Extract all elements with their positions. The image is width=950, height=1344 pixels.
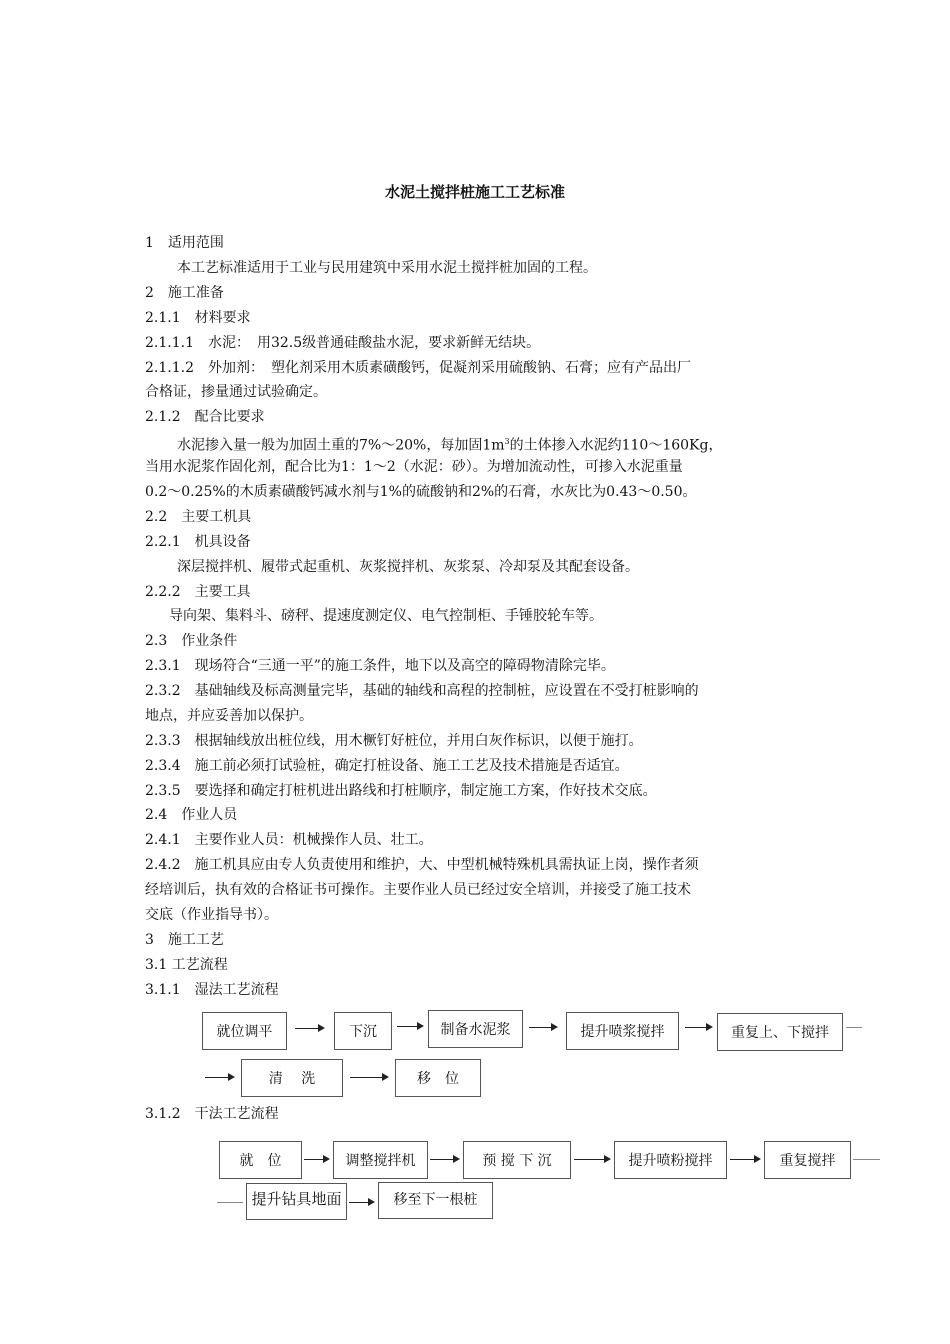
- flow-arrow: [529, 1027, 556, 1028]
- paragraph: 2.3.4 施工前必须打试验桩，确定打桩设备、施工工艺及技术措施是否适宜。: [145, 758, 629, 774]
- subsection-heading: 2.2.2 主要工具: [145, 584, 251, 600]
- section-heading: 3 施工工艺: [145, 932, 224, 948]
- subsection-heading: 2.1.2 配合比要求: [145, 409, 265, 425]
- section-heading: 2.2 主要工机具: [145, 509, 252, 525]
- paragraph: 2.4.1 主要作业人员：机械操作人员、壮工。: [145, 832, 433, 848]
- flow-step: 重复上、下搅拌: [717, 1013, 843, 1051]
- section-heading: 2.3 作业条件: [145, 633, 238, 649]
- flow-step: 移 位: [395, 1059, 481, 1097]
- flow-connector: [853, 1159, 880, 1160]
- flow-step: 制备水泥浆: [428, 1010, 523, 1048]
- paragraph: 2.3.3 根据轴线放出桩位线，用木橛钉好桩位，并用白灰作标识，以便于施打。: [145, 733, 643, 749]
- subsection-heading: 2.1.1 材料要求: [145, 310, 251, 326]
- flow-step: 清 洗: [241, 1059, 343, 1097]
- paragraph: 2.3.5 要选择和确定打桩机进出路线和打桩顺序，制定施工方案，作好技术交底。: [145, 783, 657, 799]
- flow-step: 就位调平: [202, 1012, 287, 1050]
- flow-step: 提升钻具地面: [246, 1183, 347, 1220]
- flow-step: 移至下一根桩: [378, 1182, 493, 1219]
- paragraph: 深层搅拌机、履带式起重机、灰浆搅拌机、灰浆泵、冷却泵及其配套设备。: [177, 559, 639, 575]
- flow-step: 提升喷粉搅拌: [614, 1141, 727, 1179]
- flow-connector: [846, 1027, 862, 1028]
- subsection-heading: 3.1.1 湿法工艺流程: [145, 982, 279, 998]
- flow-step: 重复搅拌: [764, 1141, 851, 1179]
- subsection-heading: 2.2.1 机具设备: [145, 534, 251, 550]
- flow-arrow: [397, 1026, 422, 1027]
- section-heading: 2 施工准备: [145, 285, 224, 301]
- flow-arrow: [350, 1077, 387, 1078]
- paragraph: 导向架、集料斗、磅秤、提速度测定仪、电气控制柜、手锤胶轮车等。: [169, 608, 603, 624]
- paragraph: 2.4.2 施工机具应由专人负责使用和维护，大、中型机械特殊机具需执证上岗，操作者须: [145, 857, 699, 873]
- paragraph: 2.3.2 基础轴线及标高测量完毕，基础的轴线和高程的控制桩，应设置在不受打桩影响的: [145, 683, 699, 699]
- paragraph: 2.1.1.2 外加剂： 塑化剂采用木质素磺酸钙，促凝剂采用硫酸钠、石膏；应有产品出厂: [145, 360, 691, 376]
- paragraph: 交底（作业指导书）。: [145, 907, 278, 923]
- subsection-heading: 3.1.2 干法工艺流程: [145, 1106, 279, 1122]
- flow-arrow: [430, 1159, 458, 1160]
- flow-arrow: [574, 1159, 609, 1160]
- flow-step: 就 位: [219, 1141, 302, 1179]
- paragraph: 0.2～0.25%的木质素磺酸钙减水剂与1%的硫酸钠和2%的石膏，水灰比为0.43～0.50。: [145, 484, 697, 500]
- superscript: 3: [504, 437, 510, 446]
- flow-step: 下沉: [334, 1012, 392, 1050]
- paragraph: [177, 433, 722, 455]
- paragraph: 2.3.1 现场符合“三通一平”的施工条件，地下以及高空的障碍物清除完毕。: [145, 658, 615, 674]
- paragraph: 2.1.1.1 水泥： 用32.5级普通硅酸盐水泥，要求新鲜无结块。: [145, 335, 541, 351]
- flow-arrow: [295, 1028, 323, 1029]
- paragraph-text: 水泥掺入量一般为加固土重的7%～20%，每加固1m: [177, 437, 505, 454]
- flow-arrow: [685, 1027, 711, 1028]
- section-heading: 2.4 作业人员: [145, 807, 238, 823]
- flow-arrow: [349, 1202, 373, 1203]
- paragraph: 地点，并应妥善加以保护。: [145, 708, 313, 724]
- paragraph: 合格证，掺量通过试验确定。: [145, 384, 327, 400]
- paragraph: 经培训后，执有效的合格证书可操作。主要作业人员已经过安全培训，并接受了施工技术: [145, 882, 691, 898]
- flow-step: 预 搅 下 沉: [463, 1141, 571, 1179]
- paragraph: 当用水泥浆作固化剂，配合比为1：1～2（水泥：砂）。为增加流动性，可掺入水泥重量: [145, 459, 683, 475]
- flow-arrow: [205, 1077, 233, 1078]
- document-title: 水泥土搅拌桩施工工艺标准: [384, 183, 565, 201]
- subsection-heading: 3.1 工艺流程: [145, 957, 228, 973]
- paragraph-text: 的土体掺入水泥约110～160Kg，: [509, 437, 723, 454]
- flow-arrow: [730, 1159, 759, 1160]
- section-heading: 1 适用范围: [145, 235, 224, 251]
- flow-step: 调整搅拌机: [333, 1141, 428, 1179]
- flow-step: 提升喷浆搅拌: [566, 1012, 679, 1050]
- flow-connector: [217, 1202, 243, 1203]
- flow-arrow: [304, 1159, 328, 1160]
- paragraph: 本工艺标准适用于工业与民用建筑中采用水泥土搅拌桩加固的工程。: [177, 260, 597, 276]
